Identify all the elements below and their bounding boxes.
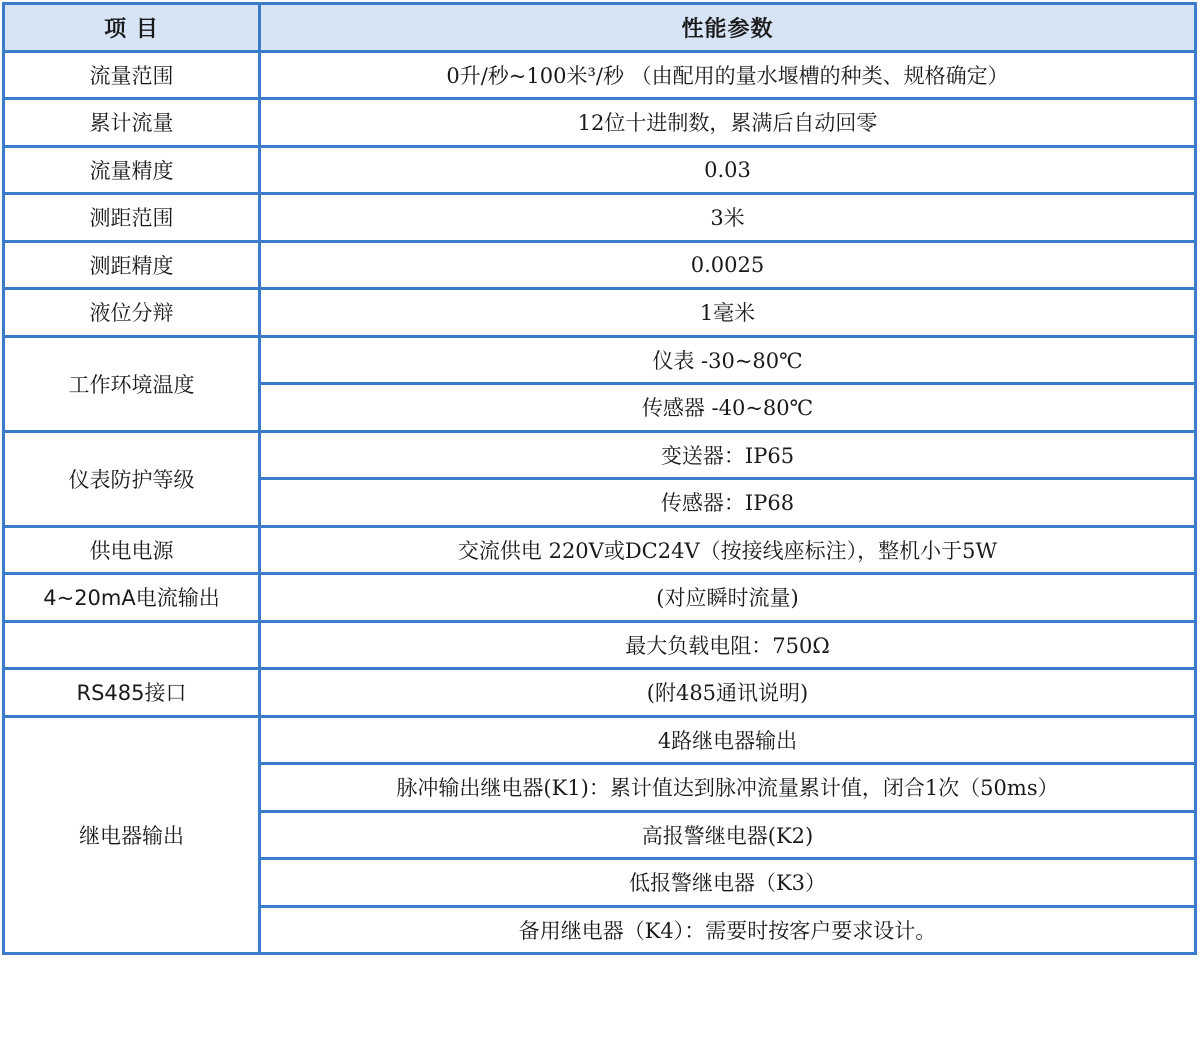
row-param-load: 最大负载电阻：750Ω	[260, 621, 1196, 669]
row-param-power: 交流供电 220V或DC24V（按接线座标注），整机小于5W	[260, 526, 1196, 574]
table-row	[4, 336, 1196, 384]
row-item-flow-accuracy: 流量精度	[4, 146, 260, 194]
table-row	[4, 289, 1196, 337]
table-row	[4, 621, 1196, 669]
row-item-power: 供电电源	[4, 526, 260, 574]
table-row	[4, 574, 1196, 622]
row-item-current-output: 4~20mA电流输出	[4, 574, 260, 622]
row-param-relay-2: 高报警继电器(K2)	[260, 811, 1196, 859]
header-item: 项 目	[4, 4, 260, 52]
row-item-total-flow: 累计流量	[4, 99, 260, 147]
row-param-current-output: (对应瞬时流量)	[260, 574, 1196, 622]
row-item-range-accuracy: 测距精度	[4, 241, 260, 289]
row-param-total-flow: 12位十进制数，累满后自动回零	[260, 99, 1196, 147]
table-row	[4, 716, 1196, 764]
row-item-protection: 仪表防护等级	[4, 431, 260, 526]
table-row	[4, 51, 1196, 99]
row-item-env-temp: 工作环境温度	[4, 336, 260, 431]
row-param-flow-range: 0升/秒~100米³/秒 （由配用的量水堰槽的种类、规格确定）	[260, 51, 1196, 99]
row-item-range: 测距范围	[4, 194, 260, 242]
table-row	[4, 241, 1196, 289]
row-param-range-accuracy: 0.0025	[260, 241, 1196, 289]
table-row	[4, 431, 1196, 479]
row-param-level-resolution: 1毫米	[260, 289, 1196, 337]
row-item-relay: 继电器输出	[4, 716, 260, 954]
row-param-range: 3米	[260, 194, 1196, 242]
row-param-relay-4: 备用继电器（K4）：需要时按客户要求设计。	[260, 906, 1196, 954]
row-param-env-temp-sensor: 传感器 -40~80℃	[260, 384, 1196, 432]
row-item-flow-range: 流量范围	[4, 51, 260, 99]
row-param-relay-3: 低报警继电器（K3）	[260, 859, 1196, 907]
row-param-env-temp-meter: 仪表 -30~80℃	[260, 336, 1196, 384]
table-row	[4, 669, 1196, 717]
row-param-flow-accuracy: 0.03	[260, 146, 1196, 194]
spec-table	[2, 2, 1197, 955]
row-param-relay-0: 4路继电器输出	[260, 716, 1196, 764]
table-row	[4, 99, 1196, 147]
row-param-relay-1: 脉冲输出继电器(K1)：累计值达到脉冲流量累计值，闭合1次（50ms）	[260, 764, 1196, 812]
header-param: 性能参数	[260, 4, 1196, 52]
row-param-rs485: (附485通讯说明)	[260, 669, 1196, 717]
table-row	[4, 146, 1196, 194]
table-header-row	[4, 4, 1196, 52]
table-row	[4, 526, 1196, 574]
table-row	[4, 194, 1196, 242]
row-item-level-resolution: 液位分辩	[4, 289, 260, 337]
row-item-load	[4, 621, 260, 669]
row-param-protection-sensor: 传感器：IP68	[260, 479, 1196, 527]
page-bottom-margin	[0, 1015, 1200, 1064]
row-item-rs485: RS485接口	[4, 669, 260, 717]
row-param-protection-transmitter: 变送器：IP65	[260, 431, 1196, 479]
